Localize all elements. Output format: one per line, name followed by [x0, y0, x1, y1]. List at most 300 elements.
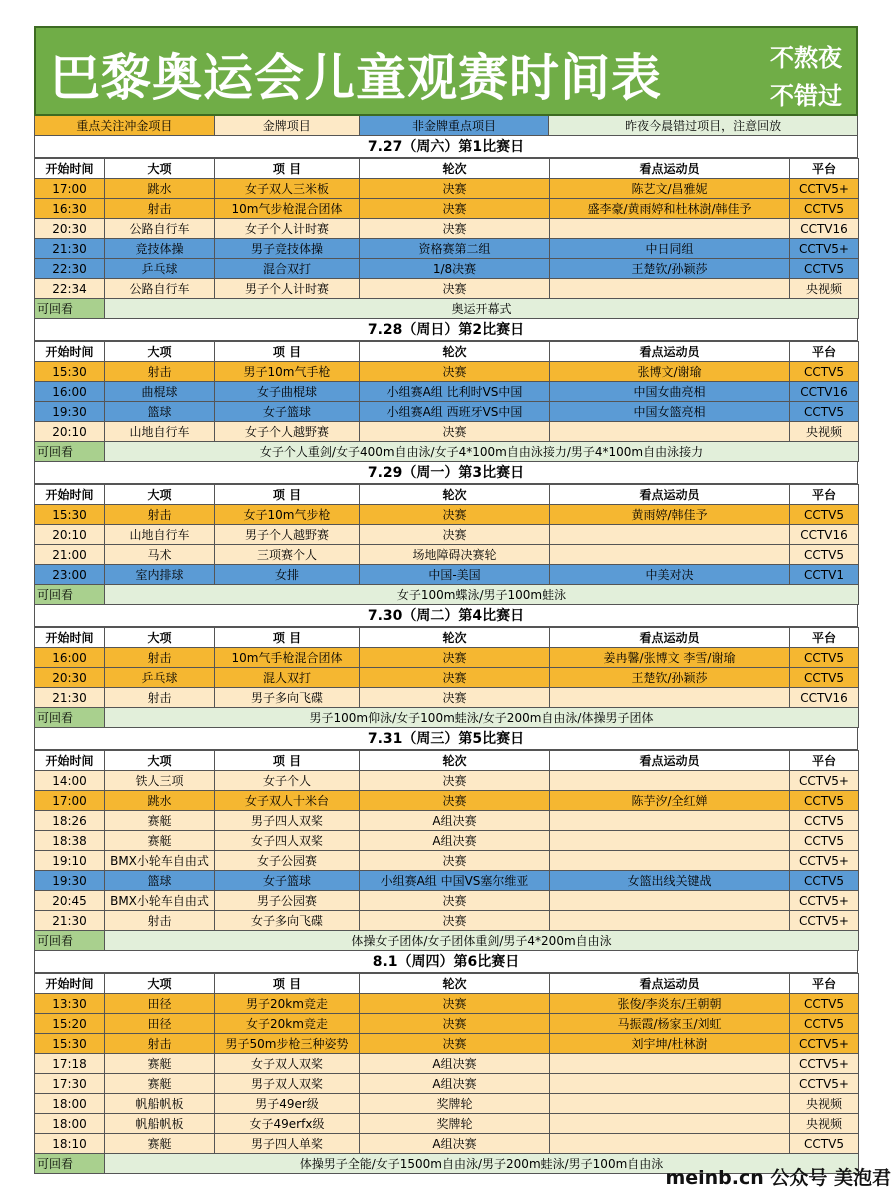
- cell-round: A组决赛: [360, 1074, 550, 1094]
- slogan-line-1: 不熬夜: [770, 44, 842, 72]
- cell-event: 男子四人单桨: [215, 1134, 360, 1154]
- cell-round: 中国-美国: [360, 565, 550, 585]
- cell-round: 决赛: [360, 179, 550, 199]
- legend-item-replay: 昨夜今晨错过项目，注意回放: [549, 116, 858, 136]
- cell-sport: 赛艇: [105, 831, 215, 851]
- cell-event: 混合双打: [215, 259, 360, 279]
- cell-event: 女子20km竞走: [215, 1014, 360, 1034]
- day-title: 7.29（周一）第3比赛日: [34, 462, 858, 484]
- cell-event: 男子多向飞碟: [215, 688, 360, 708]
- cell-platform: 央视频: [790, 1114, 859, 1134]
- cell-event: 男子双人双桨: [215, 1074, 360, 1094]
- legend-item-gold-focus: 重点关注冲金项目: [35, 116, 215, 136]
- cell-round: 小组赛A组 比利时VS中国: [360, 382, 550, 402]
- cell-event: 女子10m气步枪: [215, 505, 360, 525]
- cell-time: 21:30: [35, 911, 105, 931]
- replay-row: [35, 585, 859, 605]
- header-platform: 平台: [790, 751, 859, 771]
- replay-row: [35, 931, 859, 951]
- replay-row: [35, 708, 859, 728]
- cell-event: 混人双打: [215, 668, 360, 688]
- cell-athletes: [550, 219, 790, 239]
- cell-time: 16:30: [35, 199, 105, 219]
- cell-event: 男子公园赛: [215, 891, 360, 911]
- cell-platform: CCTV16: [790, 219, 859, 239]
- cell-athletes: [550, 911, 790, 931]
- cell-athletes: [550, 688, 790, 708]
- header-time: 开始时间: [35, 485, 105, 505]
- table-row: [35, 362, 859, 382]
- day-schedule-table: [34, 484, 859, 605]
- cell-platform: CCTV1: [790, 565, 859, 585]
- table-header-row: [35, 159, 859, 179]
- cell-time: 18:38: [35, 831, 105, 851]
- cell-sport: 射击: [105, 1034, 215, 1054]
- day-title: 7.31（周三）第5比赛日: [34, 728, 858, 750]
- replay-events: 奥运开幕式: [105, 299, 859, 319]
- cell-sport: 射击: [105, 505, 215, 525]
- cell-event: 女子篮球: [215, 871, 360, 891]
- cell-event: 男子49er级: [215, 1094, 360, 1114]
- cell-sport: 曲棍球: [105, 382, 215, 402]
- table-row: [35, 771, 859, 791]
- cell-time: 18:00: [35, 1114, 105, 1134]
- color-legend: [34, 116, 858, 136]
- cell-athletes: [550, 1114, 790, 1134]
- replay-label: 可回看: [35, 585, 105, 605]
- table-row: [35, 505, 859, 525]
- header-event: 项 目: [215, 485, 360, 505]
- cell-round: A组决赛: [360, 1134, 550, 1154]
- table-row: [35, 891, 859, 911]
- day-schedule-table: [34, 341, 859, 462]
- cell-time: 17:30: [35, 1074, 105, 1094]
- cell-platform: CCTV5: [790, 1134, 859, 1154]
- cell-sport: 公路自行车: [105, 219, 215, 239]
- cell-platform: CCTV5: [790, 668, 859, 688]
- cell-sport: 室内排球: [105, 565, 215, 585]
- header-platform: 平台: [790, 342, 859, 362]
- header-athletes: 看点运动员: [550, 628, 790, 648]
- cell-platform: CCTV5+: [790, 911, 859, 931]
- day-schedule-table: [34, 750, 859, 951]
- cell-platform: CCTV5: [790, 362, 859, 382]
- day-schedule-table: [34, 158, 859, 319]
- cell-event: 女子篮球: [215, 402, 360, 422]
- header-athletes: 看点运动员: [550, 159, 790, 179]
- cell-time: 20:10: [35, 422, 105, 442]
- cell-event: 女子多向飞碟: [215, 911, 360, 931]
- replay-label: 可回看: [35, 708, 105, 728]
- cell-sport: 铁人三项: [105, 771, 215, 791]
- watermark: meinb.cn 公众号 美泡君: [665, 1167, 891, 1189]
- replay-events: 男子100m仰泳/女子100m蛙泳/女子200m自由泳/体操男子团体: [105, 708, 859, 728]
- cell-athletes: [550, 851, 790, 871]
- header-round: 轮次: [360, 628, 550, 648]
- cell-athletes: [550, 771, 790, 791]
- cell-event: 女子曲棍球: [215, 382, 360, 402]
- cell-event: 女排: [215, 565, 360, 585]
- cell-athletes: 中国女篮亮相: [550, 402, 790, 422]
- day-schedule-table: [34, 627, 859, 728]
- cell-sport: 乒乓球: [105, 259, 215, 279]
- cell-athletes: 陈芋汐/全红婵: [550, 791, 790, 811]
- schedule-sheet: [34, 26, 858, 1174]
- cell-sport: 跳水: [105, 791, 215, 811]
- replay-label: 可回看: [35, 299, 105, 319]
- cell-platform: CCTV5: [790, 1014, 859, 1034]
- cell-platform: CCTV5+: [790, 239, 859, 259]
- cell-time: 14:00: [35, 771, 105, 791]
- cell-round: A组决赛: [360, 831, 550, 851]
- cell-time: 22:30: [35, 259, 105, 279]
- table-row: [35, 648, 859, 668]
- cell-sport: 射击: [105, 688, 215, 708]
- cell-time: 18:00: [35, 1094, 105, 1114]
- title-banner: [34, 26, 858, 116]
- cell-time: 21:30: [35, 239, 105, 259]
- cell-sport: 帆船帆板: [105, 1094, 215, 1114]
- cell-platform: CCTV5+: [790, 179, 859, 199]
- cell-athletes: 张博文/谢瑜: [550, 362, 790, 382]
- header-sport: 大项: [105, 159, 215, 179]
- cell-platform: CCTV5: [790, 871, 859, 891]
- cell-sport: 赛艇: [105, 811, 215, 831]
- table-header-row: [35, 628, 859, 648]
- table-row: [35, 911, 859, 931]
- header-time: 开始时间: [35, 159, 105, 179]
- cell-round: 决赛: [360, 911, 550, 931]
- cell-round: 决赛: [360, 362, 550, 382]
- cell-athletes: [550, 811, 790, 831]
- cell-athletes: [550, 279, 790, 299]
- table-row: [35, 1114, 859, 1134]
- cell-platform: CCTV5+: [790, 771, 859, 791]
- header-sport: 大项: [105, 974, 215, 994]
- cell-sport: 田径: [105, 1014, 215, 1034]
- cell-event: 女子双人三米板: [215, 179, 360, 199]
- cell-platform: CCTV5+: [790, 851, 859, 871]
- cell-athletes: 中国女曲亮相: [550, 382, 790, 402]
- table-row: [35, 179, 859, 199]
- header-round: 轮次: [360, 485, 550, 505]
- cell-athletes: [550, 545, 790, 565]
- cell-sport: 山地自行车: [105, 422, 215, 442]
- table-row: [35, 259, 859, 279]
- cell-athletes: [550, 1054, 790, 1074]
- cell-athletes: [550, 422, 790, 442]
- cell-event: 女子个人: [215, 771, 360, 791]
- header-platform: 平台: [790, 485, 859, 505]
- table-row: [35, 239, 859, 259]
- legend-item-medal: 金牌项目: [215, 116, 360, 136]
- header-event: 项 目: [215, 159, 360, 179]
- cell-time: 15:30: [35, 1034, 105, 1054]
- table-header-row: [35, 974, 859, 994]
- cell-time: 17:00: [35, 179, 105, 199]
- table-row: [35, 791, 859, 811]
- cell-event: 三项赛个人: [215, 545, 360, 565]
- cell-round: 小组赛A组 西班牙VS中国: [360, 402, 550, 422]
- cell-platform: CCTV5: [790, 831, 859, 851]
- table-row: [35, 851, 859, 871]
- replay-label: 可回看: [35, 1154, 105, 1174]
- cell-sport: BMX小轮车自由式: [105, 891, 215, 911]
- table-row: [35, 422, 859, 442]
- header-round: 轮次: [360, 159, 550, 179]
- cell-time: 19:30: [35, 871, 105, 891]
- cell-platform: CCTV5: [790, 259, 859, 279]
- cell-athletes: 女篮出线关键战: [550, 871, 790, 891]
- header-event: 项 目: [215, 628, 360, 648]
- cell-event: 女子个人计时赛: [215, 219, 360, 239]
- table-row: [35, 1134, 859, 1154]
- cell-platform: CCTV5+: [790, 1054, 859, 1074]
- cell-time: 18:26: [35, 811, 105, 831]
- table-row: [35, 668, 859, 688]
- table-row: [35, 1054, 859, 1074]
- header-athletes: 看点运动员: [550, 751, 790, 771]
- table-row: [35, 565, 859, 585]
- cell-sport: 山地自行车: [105, 525, 215, 545]
- cell-platform: CCTV5: [790, 505, 859, 525]
- cell-event: 10m气手枪混合团体: [215, 648, 360, 668]
- cell-athletes: [550, 1074, 790, 1094]
- cell-sport: 射击: [105, 911, 215, 931]
- cell-round: 场地障碍决赛轮: [360, 545, 550, 565]
- cell-athletes: 陈艺文/昌雅妮: [550, 179, 790, 199]
- table-row: [35, 279, 859, 299]
- cell-time: 17:18: [35, 1054, 105, 1074]
- cell-time: 20:30: [35, 668, 105, 688]
- table-row: [35, 1034, 859, 1054]
- cell-sport: 赛艇: [105, 1074, 215, 1094]
- cell-event: 女子公园赛: [215, 851, 360, 871]
- cell-round: 奖牌轮: [360, 1114, 550, 1134]
- cell-round: 奖牌轮: [360, 1094, 550, 1114]
- cell-time: 19:10: [35, 851, 105, 871]
- table-row: [35, 382, 859, 402]
- cell-round: 决赛: [360, 199, 550, 219]
- cell-round: 决赛: [360, 219, 550, 239]
- cell-platform: CCTV5: [790, 994, 859, 1014]
- cell-round: 决赛: [360, 1034, 550, 1054]
- table-row: [35, 688, 859, 708]
- cell-event: 男子20km竞走: [215, 994, 360, 1014]
- header-platform: 平台: [790, 628, 859, 648]
- replay-events: 女子个人重剑/女子400m自由泳/女子4*100m自由泳接力/男子4*100m自由泳接力: [105, 442, 859, 462]
- cell-platform: CCTV5: [790, 402, 859, 422]
- header-platform: 平台: [790, 974, 859, 994]
- header-event: 项 目: [215, 342, 360, 362]
- cell-platform: CCTV5+: [790, 891, 859, 911]
- header-time: 开始时间: [35, 751, 105, 771]
- cell-athletes: 王楚钦/孙颖莎: [550, 668, 790, 688]
- header-time: 开始时间: [35, 974, 105, 994]
- header-sport: 大项: [105, 342, 215, 362]
- table-row: [35, 199, 859, 219]
- cell-platform: 央视频: [790, 1094, 859, 1114]
- header-event: 项 目: [215, 751, 360, 771]
- cell-time: 20:45: [35, 891, 105, 911]
- schedule-days: [34, 136, 858, 1174]
- cell-event: 女子49erfx级: [215, 1114, 360, 1134]
- cell-platform: CCTV5: [790, 199, 859, 219]
- table-row: [35, 545, 859, 565]
- cell-round: 决赛: [360, 422, 550, 442]
- header-event: 项 目: [215, 974, 360, 994]
- cell-sport: 射击: [105, 648, 215, 668]
- cell-sport: 赛艇: [105, 1134, 215, 1154]
- cell-athletes: 王楚钦/孙颖莎: [550, 259, 790, 279]
- cell-event: 男子50m步枪三种姿势: [215, 1034, 360, 1054]
- cell-sport: 赛艇: [105, 1054, 215, 1074]
- cell-athletes: [550, 525, 790, 545]
- cell-sport: 田径: [105, 994, 215, 1014]
- page-title: 巴黎奥运会儿童观赛时间表: [50, 49, 662, 107]
- cell-athletes: 黄雨婷/韩佳予: [550, 505, 790, 525]
- cell-sport: 射击: [105, 362, 215, 382]
- cell-event: 男子10m气手枪: [215, 362, 360, 382]
- cell-athletes: 盛李豪/黄雨婷和杜林澍/韩佳予: [550, 199, 790, 219]
- legend-item-non-medal: 非金牌重点项目: [360, 116, 550, 136]
- cell-sport: BMX小轮车自由式: [105, 851, 215, 871]
- header-round: 轮次: [360, 974, 550, 994]
- cell-platform: CCTV5: [790, 791, 859, 811]
- cell-athletes: 马振霞/杨家玉/刘虹: [550, 1014, 790, 1034]
- cell-sport: 帆船帆板: [105, 1114, 215, 1134]
- header-round: 轮次: [360, 751, 550, 771]
- cell-athletes: 张俊/李炎东/王朝朝: [550, 994, 790, 1014]
- cell-round: 决赛: [360, 668, 550, 688]
- cell-athletes: [550, 891, 790, 911]
- cell-event: 男子竞技体操: [215, 239, 360, 259]
- day-title: 7.30（周二）第4比赛日: [34, 605, 858, 627]
- table-row: [35, 994, 859, 1014]
- slogan-line-2: 不错过: [770, 82, 842, 110]
- cell-sport: 篮球: [105, 402, 215, 422]
- cell-round: 决赛: [360, 279, 550, 299]
- cell-athletes: 中美对决: [550, 565, 790, 585]
- table-row: [35, 219, 859, 239]
- cell-sport: 跳水: [105, 179, 215, 199]
- cell-time: 15:30: [35, 505, 105, 525]
- cell-time: 19:30: [35, 402, 105, 422]
- cell-time: 15:20: [35, 1014, 105, 1034]
- replay-events: 体操男子全能/女子1500m自由泳/男子200m蛙泳/男子100m自由泳: [105, 1154, 859, 1174]
- cell-sport: 射击: [105, 199, 215, 219]
- cell-event: 男子四人双桨: [215, 811, 360, 831]
- replay-row: [35, 442, 859, 462]
- cell-round: 小组赛A组 中国VS塞尔维亚: [360, 871, 550, 891]
- cell-round: A组决赛: [360, 1054, 550, 1074]
- cell-platform: CCTV5: [790, 648, 859, 668]
- cell-round: 决赛: [360, 771, 550, 791]
- cell-platform: CCTV16: [790, 525, 859, 545]
- replay-row: [35, 299, 859, 319]
- table-row: [35, 1014, 859, 1034]
- cell-event: 10m气步枪混合团体: [215, 199, 360, 219]
- cell-round: 决赛: [360, 851, 550, 871]
- cell-round: 决赛: [360, 891, 550, 911]
- cell-athletes: 姜冉馨/张博文 李雪/谢瑜: [550, 648, 790, 668]
- cell-event: 男子个人越野赛: [215, 525, 360, 545]
- table-row: [35, 525, 859, 545]
- cell-time: 16:00: [35, 648, 105, 668]
- header-sport: 大项: [105, 485, 215, 505]
- cell-sport: 竞技体操: [105, 239, 215, 259]
- cell-platform: CCTV16: [790, 688, 859, 708]
- cell-event: 女子双人十米台: [215, 791, 360, 811]
- cell-time: 22:34: [35, 279, 105, 299]
- cell-event: 男子个人计时赛: [215, 279, 360, 299]
- day-schedule-table: [34, 973, 859, 1174]
- cell-round: 资格赛第二组: [360, 239, 550, 259]
- cell-athletes: 刘宇坤/杜林澍: [550, 1034, 790, 1054]
- header-time: 开始时间: [35, 342, 105, 362]
- cell-time: 16:00: [35, 382, 105, 402]
- cell-event: 女子个人越野赛: [215, 422, 360, 442]
- replay-events: 体操女子团体/女子团体重剑/男子4*200m自由泳: [105, 931, 859, 951]
- cell-time: 21:30: [35, 688, 105, 708]
- table-row: [35, 811, 859, 831]
- replay-events: 女子100m蝶泳/男子100m蛙泳: [105, 585, 859, 605]
- table-row: [35, 1094, 859, 1114]
- day-title: 7.27（周六）第1比赛日: [34, 136, 858, 158]
- day-title: 7.28（周日）第2比赛日: [34, 319, 858, 341]
- cell-athletes: 中日同组: [550, 239, 790, 259]
- table-row: [35, 402, 859, 422]
- header-athletes: 看点运动员: [550, 974, 790, 994]
- cell-round: 决赛: [360, 994, 550, 1014]
- table-row: [35, 1074, 859, 1094]
- cell-round: 决赛: [360, 791, 550, 811]
- header-athletes: 看点运动员: [550, 342, 790, 362]
- cell-time: 20:10: [35, 525, 105, 545]
- header-athletes: 看点运动员: [550, 485, 790, 505]
- cell-platform: CCTV5: [790, 545, 859, 565]
- cell-event: 女子双人双桨: [215, 1054, 360, 1074]
- cell-time: 23:00: [35, 565, 105, 585]
- cell-event: 女子四人双桨: [215, 831, 360, 851]
- cell-round: 1/8决赛: [360, 259, 550, 279]
- header-platform: 平台: [790, 159, 859, 179]
- cell-sport: 篮球: [105, 871, 215, 891]
- cell-time: 20:30: [35, 219, 105, 239]
- cell-athletes: [550, 1094, 790, 1114]
- header-round: 轮次: [360, 342, 550, 362]
- cell-sport: 乒乓球: [105, 668, 215, 688]
- cell-round: 决赛: [360, 688, 550, 708]
- table-row: [35, 871, 859, 891]
- replay-label: 可回看: [35, 442, 105, 462]
- table-header-row: [35, 342, 859, 362]
- cell-platform: 央视频: [790, 279, 859, 299]
- table-header-row: [35, 751, 859, 771]
- cell-round: A组决赛: [360, 811, 550, 831]
- cell-athletes: [550, 831, 790, 851]
- cell-sport: 公路自行车: [105, 279, 215, 299]
- cell-platform: CCTV16: [790, 382, 859, 402]
- cell-round: 决赛: [360, 648, 550, 668]
- cell-time: 17:00: [35, 791, 105, 811]
- cell-time: 15:30: [35, 362, 105, 382]
- cell-platform: 央视频: [790, 422, 859, 442]
- cell-time: 18:10: [35, 1134, 105, 1154]
- cell-platform: CCTV5+: [790, 1034, 859, 1054]
- day-title: 8.1（周四）第6比赛日: [34, 951, 858, 973]
- cell-platform: CCTV5: [790, 811, 859, 831]
